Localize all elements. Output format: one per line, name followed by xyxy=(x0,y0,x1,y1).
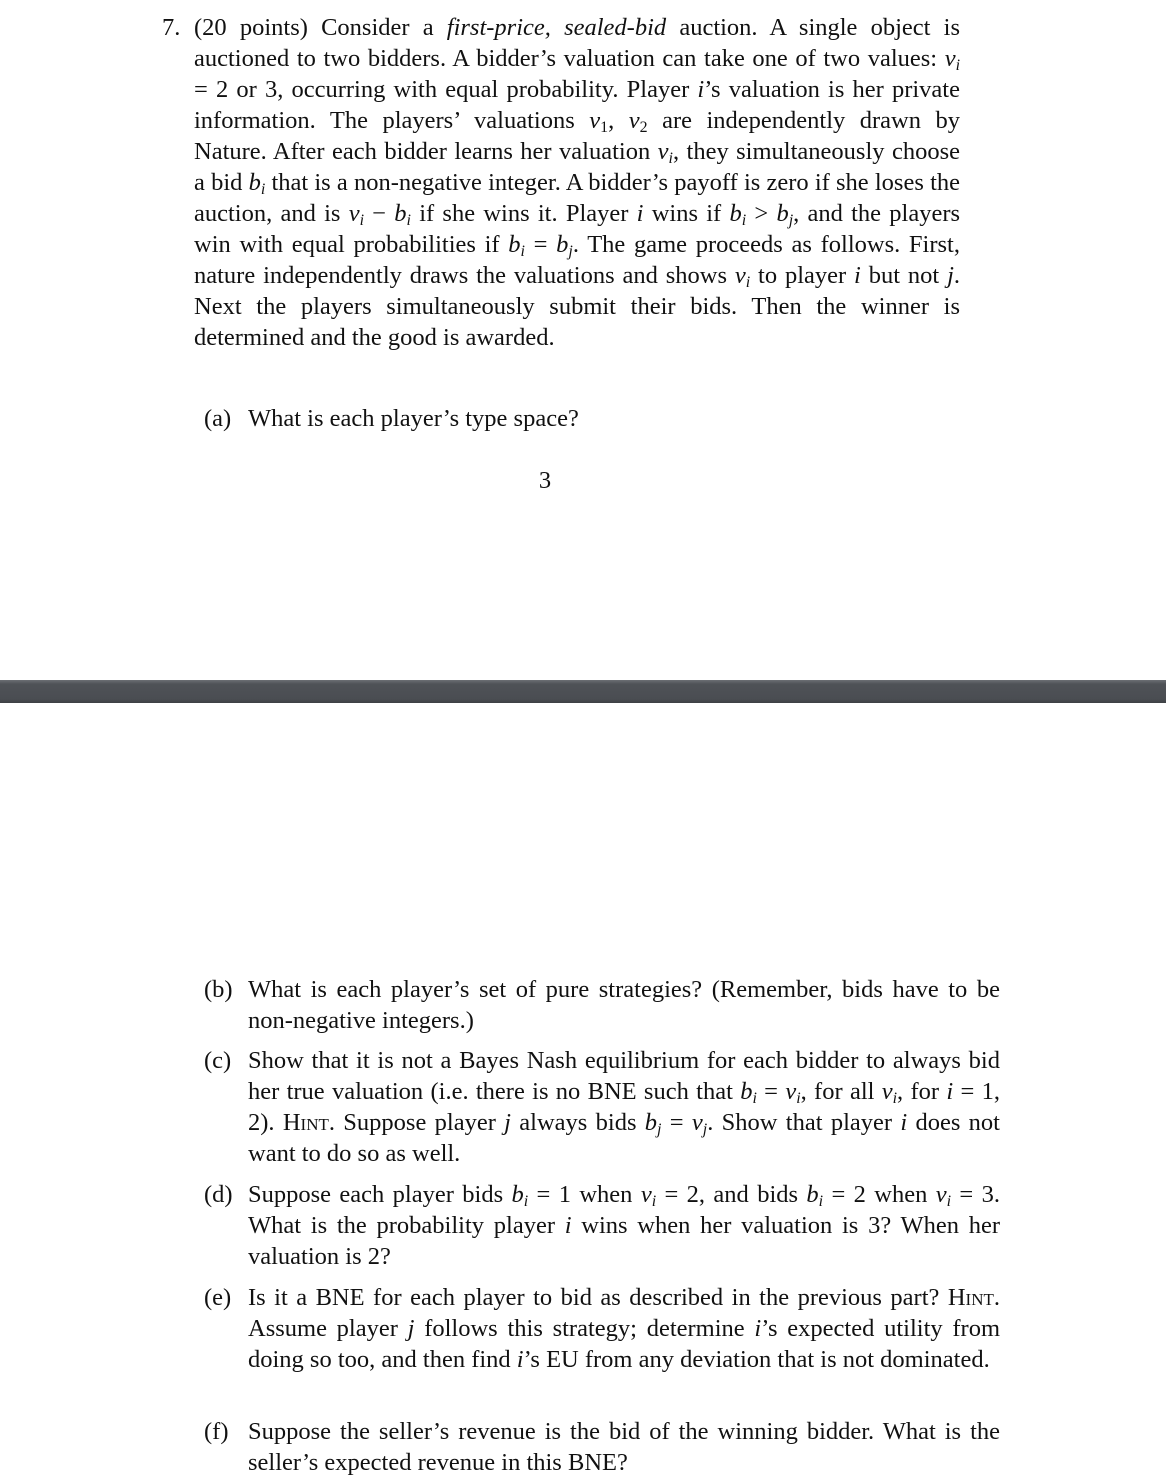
part-text: Suppose each player bids $b_i = 1$ when $v_i = 2$, and bids $b_i = 2$ when $v_i = 3$. What is the probability player i wins when her valuation is 3? When her valuation is 2? xyxy=(248,1181,1000,1270)
page-number: 3 xyxy=(538,467,552,494)
page-4 xyxy=(0,703,1166,1482)
part-c xyxy=(204,1045,1001,1169)
part-label: (e) xyxy=(204,1284,232,1311)
part-text: What is each player’s type space? xyxy=(248,405,579,432)
problem-number: 7. xyxy=(162,14,181,41)
part-a xyxy=(204,403,1000,434)
part-label: (a) xyxy=(204,405,232,432)
problem-7 xyxy=(162,12,960,353)
part-label: (d) xyxy=(204,1181,233,1208)
part-label: (b) xyxy=(204,976,233,1003)
part-label: (f) xyxy=(204,1418,229,1445)
part-e xyxy=(204,1282,1000,1375)
part-text: Show that it is not a Bayes Nash equilibrium for each bidder to always bid her true valuation (i.e. there is no BNE such that $b_i = v_i$, for all $v_i$, for i = 1, 2). Hint. Suppose player j always bids $b_j = v_j$. Show that player i does not want to do so as well. xyxy=(248,1047,1001,1167)
part-b xyxy=(204,974,1000,1036)
part-label: (c) xyxy=(204,1047,232,1074)
part-text: Is it a BNE for each player to bid as described in the previous part? Hint. Assume player j follows this strategy; determine i’s expected utility from doing so too, and then find i’s EU from any deviation that is not dominated. xyxy=(248,1284,1000,1373)
problem-statement: (20 points) Consider a first-price, sealed-bid auction. A single object is auctioned to two bidders. A bidder’s valuation can take one of two values: $v_i = 2$ or 3, occurring with equal probability. Player i’s valuation is her private information. The players’ valuations $v_1$, $v_2$ are independently drawn by Nature. After each bidder learns her valuation $v_i$, they simultaneously choose a bid $b_i$ that is a non-negative integer. A bidder’s payoff is zero if she loses the auction, and is $v_i - b_i$ if she wins it. Player i wins if $b_i > b_j$, and the players win with equal probabilities if $b_i = b_j$. The game proceeds as follows. First, nature independently draws the valuations and shows $v_i$ to player i but not j. Next the players simultaneously submit their bids. Then the winner is determined and the good is awarded. xyxy=(194,14,961,351)
page-3 xyxy=(0,0,1166,680)
part-f xyxy=(204,1416,1000,1478)
part-text: What is each player’s set of pure strategies? (Remember, bids have to be non-negative integers.) xyxy=(248,976,1000,1034)
part-text: Suppose the seller’s revenue is the bid of the winning bidder. What is the seller’s expected revenue in this BNE? xyxy=(248,1418,1000,1476)
part-d xyxy=(204,1179,1000,1272)
page-divider xyxy=(0,680,1166,703)
